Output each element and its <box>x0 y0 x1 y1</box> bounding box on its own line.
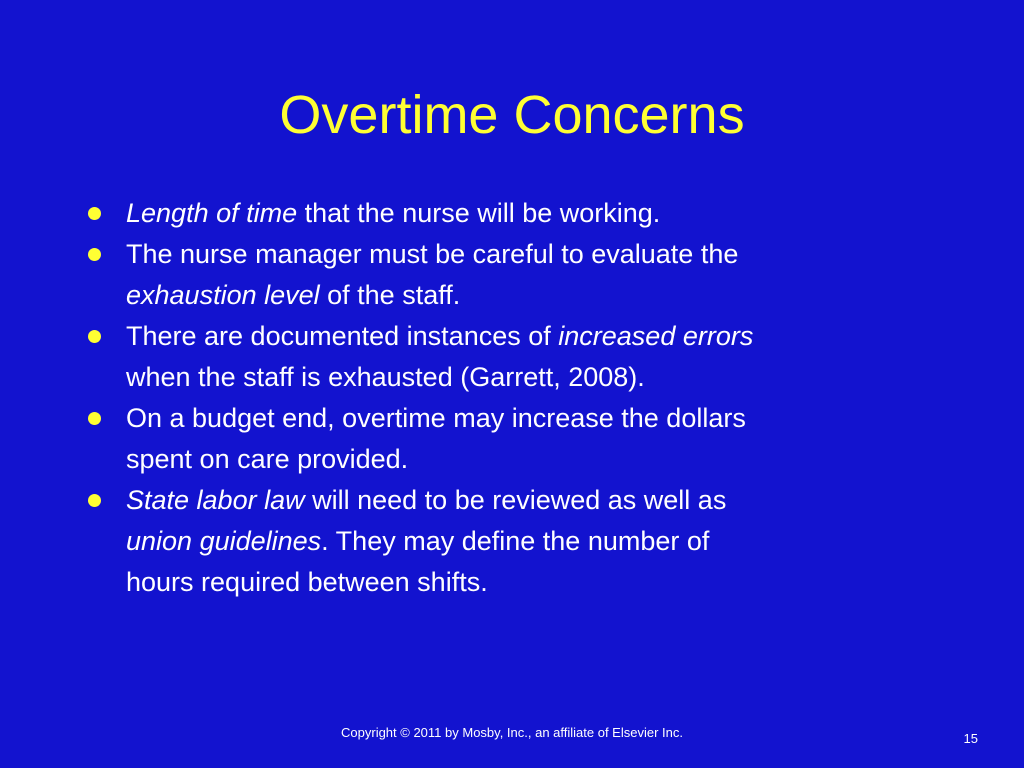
bullet-item-labor-law <box>88 480 968 603</box>
bullet-icon <box>88 248 101 261</box>
emphasized-text: exhaustion level <box>126 280 320 310</box>
bullet-text: will need to be reviewed as well as <box>304 485 727 515</box>
emphasized-text: increased errors <box>558 321 754 351</box>
bullet-text: On a budget end, overtime may increase the dollars <box>126 403 746 433</box>
bullet-icon <box>88 207 101 220</box>
bullet-item-exhaustion-level <box>88 234 968 316</box>
bullet-text: The nurse manager must be careful to evaluate the <box>126 239 739 269</box>
page-number: 15 <box>963 731 978 746</box>
bullet-text: There are documented instances of <box>126 321 559 351</box>
bullet-line <box>126 439 968 480</box>
bullet-text: . They may define the number of <box>321 526 710 556</box>
bullet-list <box>88 193 968 603</box>
bullet-text: when the staff is exhausted (Garrett, 2008). <box>126 362 645 392</box>
emphasized-text: union guidelines <box>126 526 322 556</box>
bullet-line <box>126 193 968 234</box>
bullet-text: of the staff. <box>319 280 461 310</box>
bullet-line <box>126 480 968 521</box>
bullet-line <box>126 234 968 275</box>
bullet-icon <box>88 330 101 343</box>
bullet-line <box>126 521 968 562</box>
bullet-line <box>126 275 968 316</box>
emphasized-text: State labor law <box>126 485 305 515</box>
emphasized-text: Length of time <box>126 198 298 228</box>
bullet-icon <box>88 412 101 425</box>
bullet-line <box>126 316 968 357</box>
copyright-footer: Copyright © 2011 by Mosby, Inc., an affiliate of Elsevier Inc. <box>341 725 683 740</box>
bullet-item-increased-errors <box>88 316 968 398</box>
bullet-text: spent on care provided. <box>126 444 409 474</box>
bullet-line <box>126 398 968 439</box>
bullet-item-length-of-time <box>88 193 968 234</box>
bullet-item-budget <box>88 398 968 480</box>
slide-title: Overtime Concerns <box>279 85 745 145</box>
bullet-icon <box>88 494 101 507</box>
bullet-text: hours required between shifts. <box>126 567 488 597</box>
bullet-text: that the nurse will be working. <box>297 198 661 228</box>
bullet-line <box>126 562 968 603</box>
bullet-line <box>126 357 968 398</box>
